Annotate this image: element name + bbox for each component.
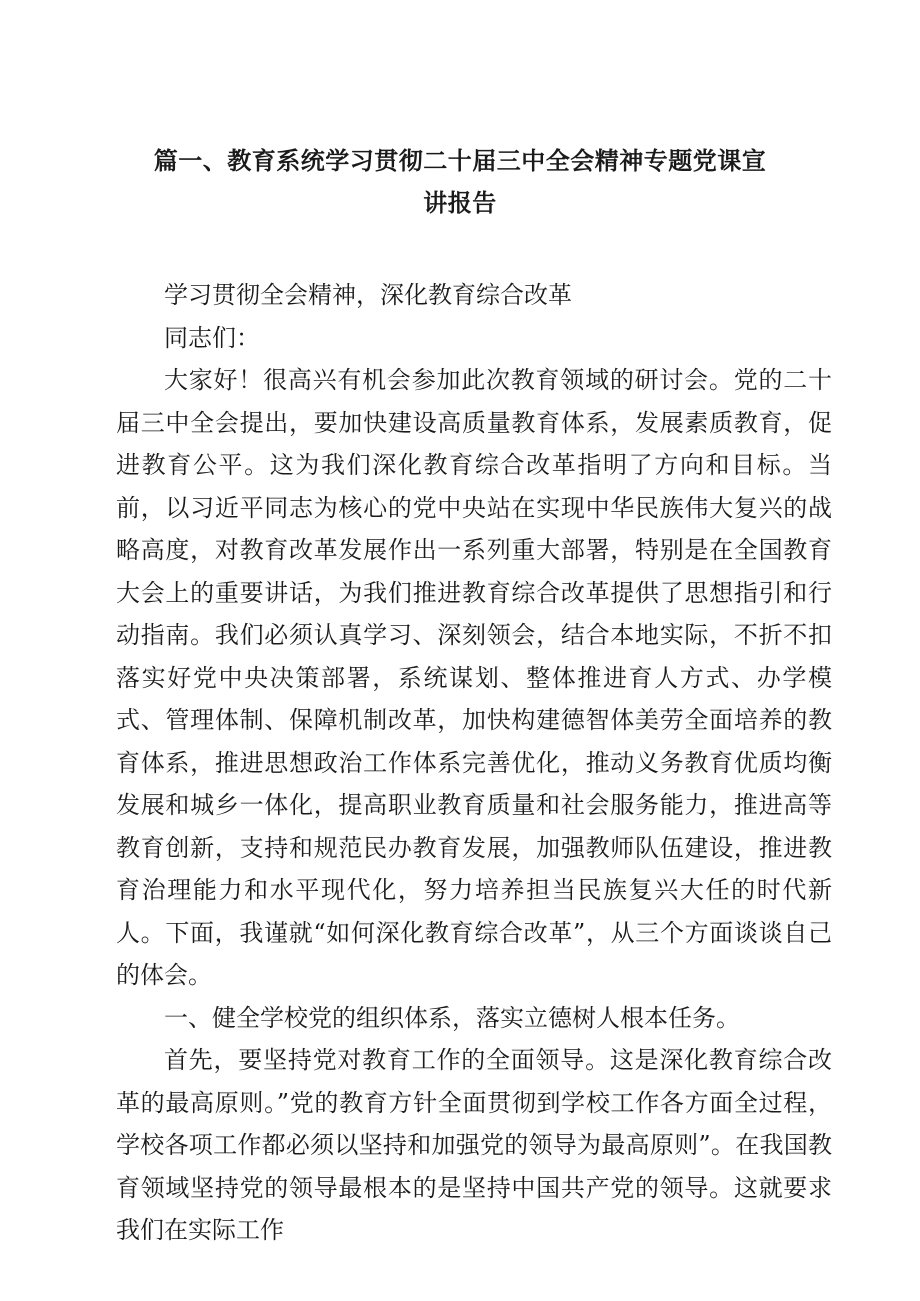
document-title-line-2: 讲报告 <box>423 189 497 217</box>
body-paragraph: 首先，要坚持党对教育工作的全面领导。这是深化教育综合改革的最高原则。”党的教育方针全面贯彻到学校工作各方面全过程，学校各项工作都必须以坚持和加强党的领导为最高原则”。在我国教育领域坚持党的领导最根本的是坚持中国共产党的领导。这就要求我们在实际工作 <box>116 1046 832 1244</box>
salutation-paragraph: 同志们： <box>164 323 260 352</box>
subtitle-paragraph: 学习贯彻全会精神，深化教育综合改革 <box>164 281 572 309</box>
section-heading-1: 一、健全学校党的组织体系，落实立德树人根本任务。 <box>164 1003 740 1032</box>
document-body <box>116 274 832 1252</box>
document-title-line-1: 篇一、教育系统学习贯彻二十届三中全会精神专题党课宣 <box>153 147 767 175</box>
intro-paragraph: 大家好！很高兴有机会参加此次教育领域的研讨会。党的二十届三中全会提出，要加快建设高质量教育体系，发展素质教育，促进教育公平。这为我们深化教育综合改革指明了方向和目标。当前，以习近平同志为核心的党中央站在实现中华民族伟大复兴的战略高度，对教育改革发展作出一系列重大部署，特别是在全国教育大会上的重要讲话，为我们推进教育综合改革提供了思想指引和行动指南。我们必须认真学习、深刻领会，结合本地实际，不折不扣落实好党中央决策部署，系统谋划、整体推进育人方式、办学模式、管理体制、保障机制改革，加快构建德智体美劳全面培养的教育体系，推进思想政治工作体系完善优化，推动义务教育优质均衡发展和城乡一体化，提高职业教育质量和社会服务能力，推进高等教育创新，支持和规范民办教育发展，加强教师队伍建设，推进教育治理能力和水平现代化，努力培养担当民族复兴大任的时代新人。下面，我谨就“如何深化教育综合改革”，从三个方面谈谈自己的体会。 <box>116 366 832 989</box>
